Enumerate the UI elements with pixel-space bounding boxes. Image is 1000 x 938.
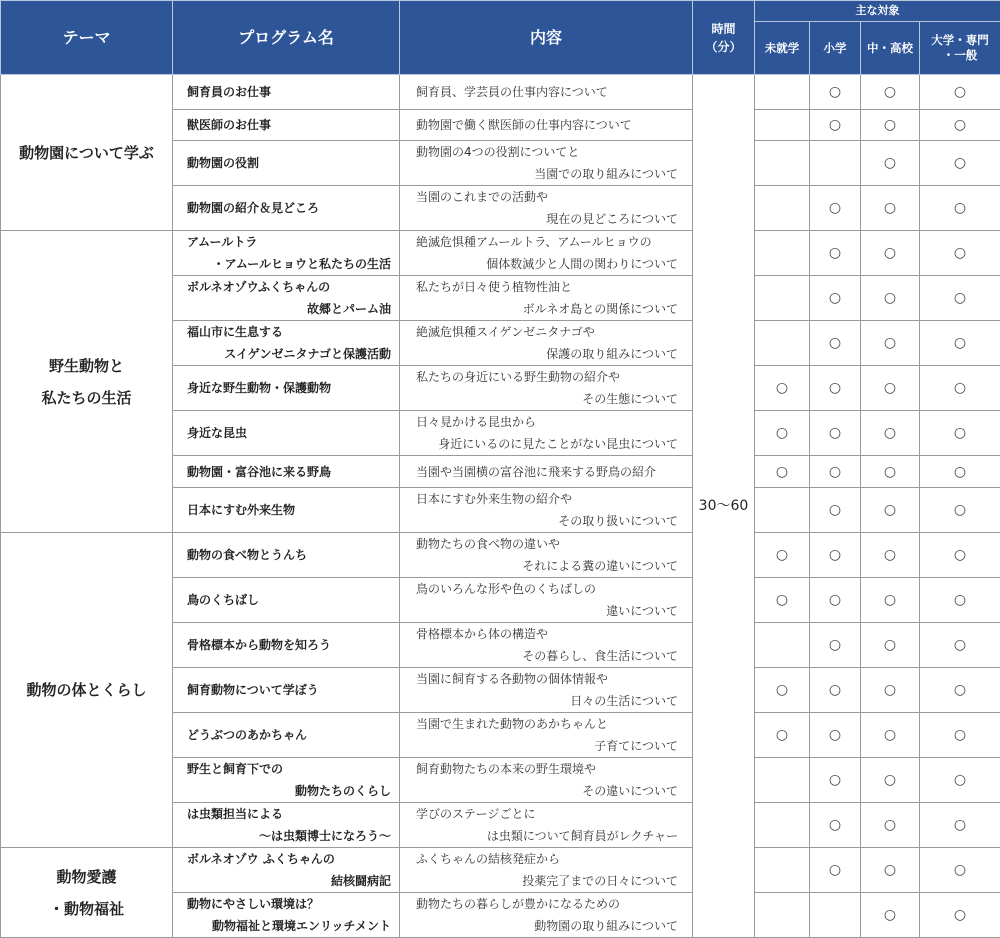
target-preschool-cell	[755, 668, 810, 713]
target-elementary-cell	[810, 366, 861, 411]
description-cell	[400, 321, 693, 366]
target-junior-senior-high-cell	[861, 276, 920, 321]
header-target-group: 主な対象	[755, 1, 1000, 22]
target-mark: ○	[954, 907, 966, 923]
target-mark: ○	[954, 464, 966, 480]
target-mark: ○	[884, 464, 896, 480]
description-cell	[400, 411, 693, 456]
target-preschool-cell	[755, 411, 810, 456]
target-junior-senior-high-cell	[861, 75, 920, 110]
target-university-general-cell	[920, 411, 1000, 456]
table-row	[1, 848, 1000, 893]
program-name: 野生と飼育下での	[187, 758, 391, 780]
target-mark: ○	[884, 772, 896, 788]
program-name: 動物の食べ物とうんち	[187, 544, 391, 566]
description-text: 動物たちの暮らしが豊かになるための	[416, 893, 678, 915]
target-university-general-cell	[920, 488, 1000, 533]
target-university-general-cell	[920, 186, 1000, 231]
target-preschool-cell	[755, 186, 810, 231]
description-cell	[400, 533, 693, 578]
program-name-cell	[173, 231, 400, 276]
program-name: 骨格標本から動物を知ろう	[187, 634, 391, 656]
program-name-cell	[173, 668, 400, 713]
description-text: 動物園の4つの役割についてと	[416, 141, 678, 163]
program-name: 動物にやさしい環境は？	[187, 893, 391, 915]
description-text: 個体数減少と人間の関わりについて	[416, 253, 678, 275]
description-text: その生態について	[416, 388, 678, 410]
table-row	[1, 533, 1000, 578]
target-mark: ○	[829, 592, 841, 608]
target-mark: ○	[884, 425, 896, 441]
theme-label: 私たちの生活	[5, 382, 168, 414]
description-text: 当園や当園横の富谷池に飛来する野鳥の紹介	[416, 461, 678, 483]
target-mark: ○	[884, 155, 896, 171]
target-junior-senior-high-cell	[861, 186, 920, 231]
target-mark: ○	[954, 425, 966, 441]
program-name: 動物園・富谷池に来る野鳥	[187, 461, 391, 483]
target-junior-senior-high-cell	[861, 668, 920, 713]
program-name: ボルネオゾウふくちゃんの	[187, 276, 391, 298]
target-elementary-cell	[810, 758, 861, 803]
target-mark: ○	[954, 727, 966, 743]
target-elementary-cell	[810, 668, 861, 713]
target-university-general-cell	[920, 758, 1000, 803]
description-cell	[400, 578, 693, 623]
target-mark: ○	[954, 84, 966, 100]
program-name-cell	[173, 533, 400, 578]
theme-cell	[1, 231, 173, 533]
target-university-general-cell	[920, 713, 1000, 758]
target-mark: ○	[829, 335, 841, 351]
program-name: 動物園の紹介＆見どころ	[187, 197, 391, 219]
program-name-cell	[173, 141, 400, 186]
program-name-cell	[173, 411, 400, 456]
target-mark: ○	[776, 682, 788, 698]
description-cell	[400, 110, 693, 141]
target-mark: ○	[954, 380, 966, 396]
program-name: 動物たちのくらし	[187, 780, 391, 802]
description-text: 日本にすむ外来生物の紹介や	[416, 488, 678, 510]
target-mark: ○	[954, 862, 966, 878]
description-text: 絶滅危惧種スイゲンゼニタナゴや	[416, 321, 678, 343]
program-name: 飼育員のお仕事	[187, 81, 391, 103]
target-junior-senior-high-cell	[861, 411, 920, 456]
target-elementary-cell	[810, 110, 861, 141]
program-name-cell	[173, 366, 400, 411]
target-university-general-cell	[920, 75, 1000, 110]
description-cell	[400, 488, 693, 533]
target-mark: ○	[829, 464, 841, 480]
target-mark: ○	[884, 907, 896, 923]
target-mark: ○	[954, 290, 966, 306]
program-name: 鳥のくちばし	[187, 589, 391, 611]
target-junior-senior-high-cell	[861, 713, 920, 758]
description-text: 飼育員、学芸員の仕事内容について	[416, 81, 678, 103]
target-junior-senior-high-cell	[861, 488, 920, 533]
table-body	[1, 75, 1000, 938]
program-name: 獣医師のお仕事	[187, 114, 391, 136]
target-mark: ○	[884, 245, 896, 261]
description-text: 日々の生活について	[416, 690, 678, 712]
program-name: 〜は虫類博士になろう〜	[187, 825, 391, 847]
description-cell	[400, 231, 693, 276]
description-text: 当園に飼育する各動物の個体情報や	[416, 668, 678, 690]
target-preschool-cell	[755, 533, 810, 578]
target-university-general-cell	[920, 533, 1000, 578]
target-mark: ○	[954, 547, 966, 563]
target-mark: ○	[829, 637, 841, 653]
description-text: 現在の見どころについて	[416, 208, 678, 230]
description-text: 投薬完了までの日々について	[416, 870, 678, 892]
description-text: その暮らし、食生活について	[416, 645, 678, 667]
target-elementary-cell	[810, 75, 861, 110]
description-text: 動物たちの食べ物の違いや	[416, 533, 678, 555]
target-junior-senior-high-cell	[861, 231, 920, 276]
program-name: 結核闘病記	[187, 870, 391, 892]
target-preschool-cell	[755, 75, 810, 110]
program-name: 福山市に生息する	[187, 321, 391, 343]
description-cell	[400, 186, 693, 231]
target-mark: ○	[884, 862, 896, 878]
header-time-label: 時間	[693, 20, 754, 38]
target-mark: ○	[884, 817, 896, 833]
header-time	[693, 1, 755, 75]
program-name-cell	[173, 110, 400, 141]
description-text: 日々見かける昆虫から	[416, 411, 678, 433]
target-junior-senior-high-cell	[861, 803, 920, 848]
description-cell	[400, 141, 693, 186]
target-mark: ○	[884, 335, 896, 351]
target-mark: ○	[829, 425, 841, 441]
description-cell	[400, 668, 693, 713]
description-text: 身近にいるのに見たことがない昆虫について	[416, 433, 678, 455]
target-preschool-cell	[755, 488, 810, 533]
target-preschool-cell	[755, 366, 810, 411]
header-target-university-line1: 大学・専門	[920, 33, 1000, 48]
target-junior-senior-high-cell	[861, 623, 920, 668]
program-name-cell	[173, 321, 400, 366]
header-target-elementary: 小学	[810, 22, 861, 75]
target-mark: ○	[829, 502, 841, 518]
target-elementary-cell	[810, 411, 861, 456]
description-cell	[400, 803, 693, 848]
target-university-general-cell	[920, 231, 1000, 276]
target-preschool-cell	[755, 848, 810, 893]
target-preschool-cell	[755, 321, 810, 366]
theme-label: 動物の体とくらし	[5, 674, 168, 706]
target-junior-senior-high-cell	[861, 366, 920, 411]
program-name: 飼育動物について学ぼう	[187, 679, 391, 701]
description-cell	[400, 456, 693, 488]
target-mark: ○	[776, 380, 788, 396]
description-text: その違いについて	[416, 780, 678, 802]
target-mark: ○	[829, 200, 841, 216]
target-mark: ○	[776, 425, 788, 441]
description-text: 飼育動物たちの本来の野生環境や	[416, 758, 678, 780]
target-mark: ○	[776, 547, 788, 563]
target-mark: ○	[954, 817, 966, 833]
description-text: ボルネオ島との関係について	[416, 298, 678, 320]
description-cell	[400, 276, 693, 321]
target-junior-senior-high-cell	[861, 141, 920, 186]
program-name-cell	[173, 578, 400, 623]
target-junior-senior-high-cell	[861, 893, 920, 938]
program-name: どうぶつのあかちゃん	[187, 724, 391, 746]
description-text: 違いについて	[416, 600, 678, 622]
header-target-junior-senior-high: 中・高校	[861, 22, 920, 75]
target-elementary-cell	[810, 186, 861, 231]
header-target-university-general	[920, 22, 1000, 75]
target-mark: ○	[884, 637, 896, 653]
theme-label: ・動物福祉	[5, 893, 168, 925]
target-preschool-cell	[755, 276, 810, 321]
target-preschool-cell	[755, 456, 810, 488]
table-row	[1, 75, 1000, 110]
program-name: スイゲンゼニタナゴと保護活動	[187, 343, 391, 365]
target-elementary-cell	[810, 623, 861, 668]
target-mark: ○	[884, 380, 896, 396]
target-junior-senior-high-cell	[861, 848, 920, 893]
target-junior-senior-high-cell	[861, 578, 920, 623]
description-text: 私たちが日々使う植物性油と	[416, 276, 678, 298]
target-university-general-cell	[920, 848, 1000, 893]
target-university-general-cell	[920, 276, 1000, 321]
theme-cell	[1, 75, 173, 231]
target-preschool-cell	[755, 713, 810, 758]
target-mark: ○	[954, 637, 966, 653]
description-cell	[400, 893, 693, 938]
description-text: 当園で生まれた動物のあかちゃんと	[416, 713, 678, 735]
description-cell	[400, 848, 693, 893]
target-mark: ○	[954, 682, 966, 698]
target-elementary-cell	[810, 456, 861, 488]
header-target-university-line2: ・一般	[920, 48, 1000, 63]
target-mark: ○	[829, 84, 841, 100]
target-junior-senior-high-cell	[861, 758, 920, 803]
theme-label: 動物愛護	[5, 861, 168, 893]
target-mark: ○	[829, 290, 841, 306]
theme-cell	[1, 533, 173, 848]
target-elementary-cell	[810, 321, 861, 366]
program-name-cell	[173, 456, 400, 488]
target-mark: ○	[829, 547, 841, 563]
program-name: は虫類担当による	[187, 803, 391, 825]
target-preschool-cell	[755, 803, 810, 848]
description-cell	[400, 366, 693, 411]
target-junior-senior-high-cell	[861, 110, 920, 141]
target-elementary-cell	[810, 893, 861, 938]
program-name: 動物園の役割	[187, 152, 391, 174]
target-elementary-cell	[810, 533, 861, 578]
target-mark: ○	[776, 727, 788, 743]
target-university-general-cell	[920, 578, 1000, 623]
description-text: 絶滅危惧種アムールトラ、アムールヒョウの	[416, 231, 678, 253]
target-university-general-cell	[920, 893, 1000, 938]
target-mark: ○	[829, 772, 841, 788]
description-text: 私たちの身近にいる野生動物の紹介や	[416, 366, 678, 388]
theme-label: 動物園について学ぶ	[5, 137, 168, 169]
target-university-general-cell	[920, 623, 1000, 668]
target-mark: ○	[829, 862, 841, 878]
program-name-cell	[173, 713, 400, 758]
program-name-cell	[173, 186, 400, 231]
target-preschool-cell	[755, 110, 810, 141]
program-name-cell	[173, 893, 400, 938]
target-preschool-cell	[755, 623, 810, 668]
description-text: ふくちゃんの結核発症から	[416, 848, 678, 870]
target-mark: ○	[829, 727, 841, 743]
duration-cell: 30〜60	[693, 75, 755, 938]
target-elementary-cell	[810, 276, 861, 321]
program-name-cell	[173, 276, 400, 321]
description-text: その取り扱いについて	[416, 510, 678, 532]
target-mark: ○	[829, 245, 841, 261]
description-text: 当園での取り組みについて	[416, 163, 678, 185]
program-name-cell	[173, 758, 400, 803]
target-mark: ○	[884, 290, 896, 306]
target-mark: ○	[954, 335, 966, 351]
target-junior-senior-high-cell	[861, 321, 920, 366]
target-preschool-cell	[755, 893, 810, 938]
target-mark: ○	[829, 380, 841, 396]
target-mark: ○	[884, 117, 896, 133]
program-name: 日本にすむ外来生物	[187, 499, 391, 521]
target-mark: ○	[884, 200, 896, 216]
target-mark: ○	[884, 592, 896, 608]
target-elementary-cell	[810, 803, 861, 848]
header-time-unit: （分）	[693, 38, 754, 56]
target-mark: ○	[954, 117, 966, 133]
target-mark: ○	[829, 682, 841, 698]
target-university-general-cell	[920, 110, 1000, 141]
target-junior-senior-high-cell	[861, 533, 920, 578]
program-name: ボルネオゾウ ふくちゃんの	[187, 848, 391, 870]
header-program: プログラム名	[173, 1, 400, 75]
target-junior-senior-high-cell	[861, 456, 920, 488]
target-elementary-cell	[810, 141, 861, 186]
target-university-general-cell	[920, 668, 1000, 713]
target-preschool-cell	[755, 231, 810, 276]
description-text: それによる糞の違いについて	[416, 555, 678, 577]
header-content: 内容	[400, 1, 693, 75]
target-elementary-cell	[810, 848, 861, 893]
target-mark: ○	[884, 502, 896, 518]
target-mark: ○	[829, 817, 841, 833]
description-text: 学びのステージごとに	[416, 803, 678, 825]
target-mark: ○	[954, 592, 966, 608]
description-text: は虫類について飼育員がレクチャー	[416, 825, 678, 847]
target-elementary-cell	[810, 713, 861, 758]
program-name: 身近な昆虫	[187, 422, 391, 444]
target-preschool-cell	[755, 758, 810, 803]
header-target-preschool: 未就学	[755, 22, 810, 75]
program-name-cell	[173, 488, 400, 533]
target-mark: ○	[776, 592, 788, 608]
target-mark: ○	[954, 200, 966, 216]
target-mark: ○	[954, 502, 966, 518]
description-text: 動物園の取り組みについて	[416, 915, 678, 937]
target-mark: ○	[954, 772, 966, 788]
description-text: 当園のこれまでの活動や	[416, 186, 678, 208]
target-mark: ○	[884, 727, 896, 743]
description-cell	[400, 713, 693, 758]
target-preschool-cell	[755, 578, 810, 623]
target-elementary-cell	[810, 488, 861, 533]
program-name: アムールトラ	[187, 231, 391, 253]
program-name: 身近な野生動物・保護動物	[187, 377, 391, 399]
target-university-general-cell	[920, 141, 1000, 186]
target-preschool-cell	[755, 141, 810, 186]
description-cell	[400, 623, 693, 668]
program-name-cell	[173, 75, 400, 110]
target-elementary-cell	[810, 231, 861, 276]
description-cell	[400, 758, 693, 803]
description-text: 鳥のいろんな形や色のくちばしの	[416, 578, 678, 600]
target-mark: ○	[954, 245, 966, 261]
target-mark: ○	[884, 682, 896, 698]
program-name-cell	[173, 623, 400, 668]
description-text: 骨格標本から体の構造や	[416, 623, 678, 645]
program-name-cell	[173, 803, 400, 848]
target-mark: ○	[829, 117, 841, 133]
theme-cell	[1, 848, 173, 938]
target-university-general-cell	[920, 803, 1000, 848]
theme-label: 野生動物と	[5, 350, 168, 382]
description-text: 保護の取り組みについて	[416, 343, 678, 365]
target-university-general-cell	[920, 366, 1000, 411]
header-theme: テーマ	[1, 1, 173, 75]
target-mark: ○	[954, 155, 966, 171]
description-text: 動物園で働く獣医師の仕事内容について	[416, 114, 678, 136]
program-name-cell	[173, 848, 400, 893]
description-text: 子育てについて	[416, 735, 678, 757]
target-university-general-cell	[920, 456, 1000, 488]
target-university-general-cell	[920, 321, 1000, 366]
program-name: 動物福祉と環境エンリッチメント	[187, 915, 391, 937]
target-mark: ○	[884, 547, 896, 563]
target-mark: ○	[884, 84, 896, 100]
program-name: 故郷とパーム油	[187, 298, 391, 320]
target-elementary-cell	[810, 578, 861, 623]
description-cell	[400, 75, 693, 110]
table-row	[1, 231, 1000, 276]
program-name: ・アムールヒョウと私たちの生活	[187, 253, 391, 275]
target-mark: ○	[776, 464, 788, 480]
